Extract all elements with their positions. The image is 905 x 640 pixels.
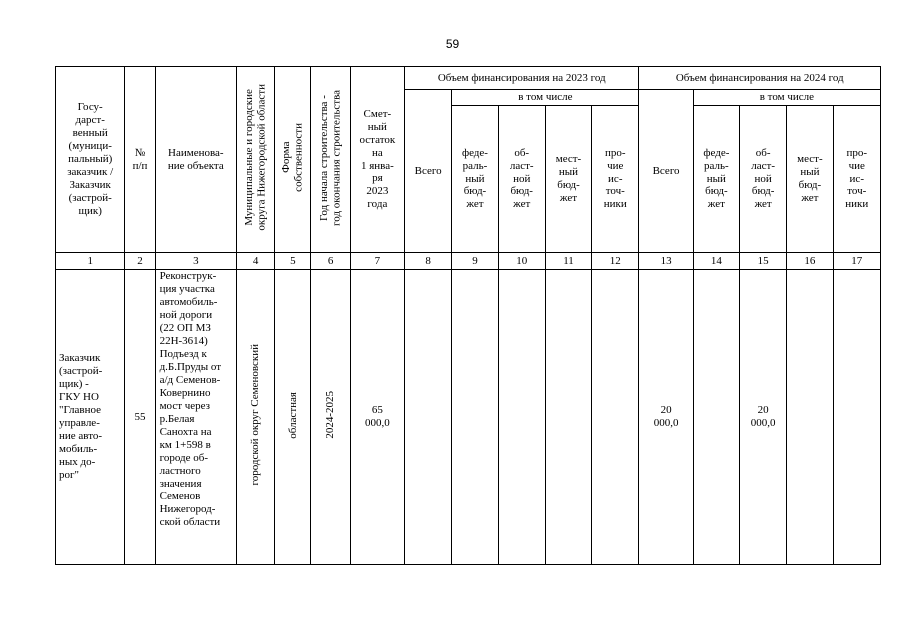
header-2024-including: в том числе (693, 90, 880, 106)
header-2023-federal: феде- раль- ный бюд- жет (452, 106, 498, 253)
column-number: 13 (639, 253, 693, 270)
column-number-row (56, 253, 881, 270)
header-customer: Госу- дарст- венный (муници- пальный) заказчик / Заказчик (застрой- щик) (56, 67, 125, 253)
header-2023-total: Всего (405, 90, 452, 253)
cell-2024-local (787, 270, 833, 565)
cell-2024-federal (693, 270, 739, 565)
cell-2024-regional: 20 000,0 (740, 270, 787, 565)
column-number: 4 (237, 253, 275, 270)
table-row (56, 270, 881, 565)
header-2024-federal: феде- раль- ный бюд- жет (693, 106, 739, 253)
column-number: 11 (545, 253, 591, 270)
header-2024-total: Всего (639, 90, 693, 253)
column-number: 14 (693, 253, 739, 270)
column-number: 9 (452, 253, 498, 270)
header-row-number: № п/п (125, 67, 155, 253)
cell-customer: Заказчик (застрой- щик) - ГКУ НО "Главное управле- ние авто- мобиль- ных до- рог" (56, 270, 125, 565)
header-funding-2023: Объем финансирования на 2023 год (405, 67, 639, 90)
cell-2023-other (592, 270, 639, 565)
column-number: 6 (311, 253, 350, 270)
header-row-1 (56, 67, 881, 90)
column-number: 5 (275, 253, 311, 270)
column-number: 1 (56, 253, 125, 270)
column-number: 12 (592, 253, 639, 270)
cell-municipality: городской округ Семеновский (237, 270, 275, 565)
cell-ownership: областная (275, 270, 311, 565)
header-years: Год начала строительства - год окончания строительства (311, 67, 350, 253)
header-funding-2024: Объем финансирования на 2024 год (639, 67, 881, 90)
column-number: 3 (155, 253, 236, 270)
header-object-name: Наименова- ние объекта (155, 67, 236, 253)
cell-row-number: 55 (125, 270, 155, 565)
cell-2024-total: 20 000,0 (639, 270, 693, 565)
header-2024-other: про- чие ис- точ- ники (833, 106, 880, 253)
header-2024-local: мест- ный бюд- жет (787, 106, 833, 253)
cell-2023-federal (452, 270, 498, 565)
cell-2023-local (545, 270, 591, 565)
cell-object-name: Реконструк- ция участка автомобиль- ной дороги (22 ОП МЗ 22Н-3614) Подъезд к д.Б.Пруды от а/д Семенов- Ковернино мост через р.Белая Санохта на км 1+598 в городе об- ластного значения Семенов Нижегород- ской области (155, 270, 236, 565)
column-number: 16 (787, 253, 833, 270)
header-ownership: Форма собственности (275, 67, 311, 253)
cell-2023-regional (498, 270, 545, 565)
column-number: 10 (498, 253, 545, 270)
page-number: 59 (445, 37, 460, 51)
cell-2024-other (833, 270, 880, 565)
column-number: 2 (125, 253, 155, 270)
header-estimate-balance: Смет- ный остаток на 1 янва- ря 2023 года (350, 67, 404, 253)
header-2023-regional: об- ласт- ной бюд- жет (498, 106, 545, 253)
cell-estimate-balance: 65 000,0 (350, 270, 404, 565)
cell-years: 2024-2025 (311, 270, 350, 565)
header-2024-regional: об- ласт- ной бюд- жет (740, 106, 787, 253)
cell-2023-total (405, 270, 452, 565)
header-municipality: Муниципальные и городские округа Нижегородской области (237, 67, 275, 253)
column-number: 7 (350, 253, 404, 270)
header-2023-local: мест- ный бюд- жет (545, 106, 591, 253)
column-number: 15 (740, 253, 787, 270)
investment-table (55, 66, 881, 565)
column-number: 17 (833, 253, 880, 270)
column-number: 8 (405, 253, 452, 270)
header-2023-other: про- чие ис- точ- ники (592, 106, 639, 253)
header-2023-including: в том числе (452, 90, 639, 106)
